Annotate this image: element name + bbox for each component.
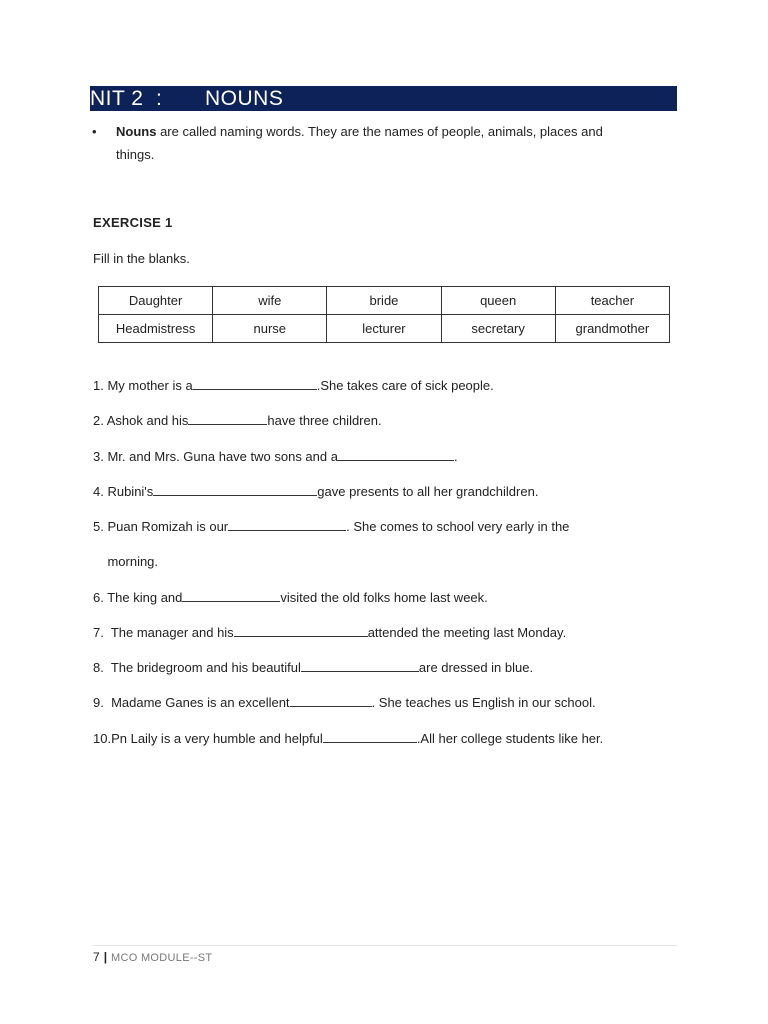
word-cell: Headmistress <box>99 315 213 343</box>
question-text-after: visited the old folks home last week. <box>280 590 488 605</box>
exercise-heading: EXERCISE 1 <box>93 215 173 230</box>
question-text-before: 3. Mr. and Mrs. Guna have two sons and a <box>93 449 338 464</box>
question-item <box>93 660 533 675</box>
question-text-after: . <box>453 449 458 464</box>
answer-blank[interactable] <box>153 484 317 496</box>
question-text-after: have three children. <box>267 413 382 428</box>
answer-blank[interactable] <box>301 660 419 672</box>
question-text-before: 2. Ashok and his <box>93 413 189 428</box>
page-footer <box>93 950 212 964</box>
exercise-instruction: Fill in the blanks. <box>93 251 190 266</box>
question-text-before: 9. Madame Ganes is an excellent <box>93 695 290 710</box>
unit-topic: NOUNS <box>205 87 284 110</box>
footer-separator: | <box>103 950 108 964</box>
answer-blank[interactable] <box>228 519 346 531</box>
question-item <box>93 519 569 534</box>
question-text-before: 4. Rubini's <box>93 484 154 499</box>
question-text-before: 10.Pn Laily is a very humble and helpful <box>93 731 323 746</box>
module-name: MCO MODULE--ST <box>111 952 213 964</box>
unit-title-bar <box>90 86 677 111</box>
answer-blank[interactable] <box>323 731 417 743</box>
answer-blank[interactable] <box>182 590 280 602</box>
question-item <box>93 554 158 569</box>
question-item <box>93 484 538 499</box>
word-table-row <box>99 287 670 315</box>
question-text-before: 7. The manager and his <box>93 625 234 640</box>
word-cell: nurse <box>213 315 327 343</box>
word-cell: teacher <box>555 287 669 315</box>
bullet-dot-icon: • <box>92 124 97 139</box>
answer-blank[interactable] <box>193 378 317 390</box>
footer-divider <box>93 945 677 946</box>
answer-blank[interactable] <box>188 413 267 425</box>
word-cell: grandmother <box>555 315 669 343</box>
unit-colon: : <box>156 87 162 110</box>
question-text-before: 1. My mother is a <box>93 378 193 393</box>
question-item <box>93 590 488 605</box>
word-bank-table <box>98 286 670 343</box>
question-item <box>93 625 566 640</box>
question-text-after: .She takes care of sick people. <box>316 378 494 393</box>
word-cell: Daughter <box>99 287 213 315</box>
noun-term: Nouns <box>116 124 157 139</box>
question-text-after: .All her college students like her. <box>416 731 604 746</box>
word-table-row <box>99 315 670 343</box>
answer-blank[interactable] <box>290 695 372 707</box>
question-text-after: gave presents to all her grandchildren. <box>317 484 539 499</box>
unit-number: NIT 2 <box>90 87 144 110</box>
question-item <box>93 731 603 746</box>
answer-blank[interactable] <box>338 449 454 461</box>
noun-definition-bullet <box>92 120 667 166</box>
answer-blank[interactable] <box>234 625 368 637</box>
question-text-before: 8. The bridegroom and his beautiful <box>93 660 301 675</box>
word-cell: bride <box>327 287 441 315</box>
word-cell: queen <box>441 287 555 315</box>
word-cell: secretary <box>441 315 555 343</box>
word-cell: lecturer <box>327 315 441 343</box>
definition-line-1: are called naming words. They are the names of people, animals, places and <box>156 124 603 139</box>
question-item <box>93 413 382 428</box>
question-text-after: . She comes to school very early in the <box>346 519 570 534</box>
word-cell: wife <box>213 287 327 315</box>
question-text-before: 5. Puan Romizah is our <box>93 519 229 534</box>
question-item <box>93 378 494 393</box>
noun-definition-text <box>116 120 667 166</box>
page-number: 7 <box>93 950 100 964</box>
question-text-before: 6. The king and <box>93 590 183 605</box>
question-text-after: are dressed in blue. <box>418 660 534 675</box>
definition-line-2: things. <box>116 147 155 162</box>
question-item <box>93 695 596 710</box>
question-item <box>93 449 458 464</box>
question-text-after: attended the meeting last Monday. <box>367 625 567 640</box>
question-text-after: . She teaches us English in our school. <box>371 695 596 710</box>
question-text-before: morning. <box>93 554 159 569</box>
